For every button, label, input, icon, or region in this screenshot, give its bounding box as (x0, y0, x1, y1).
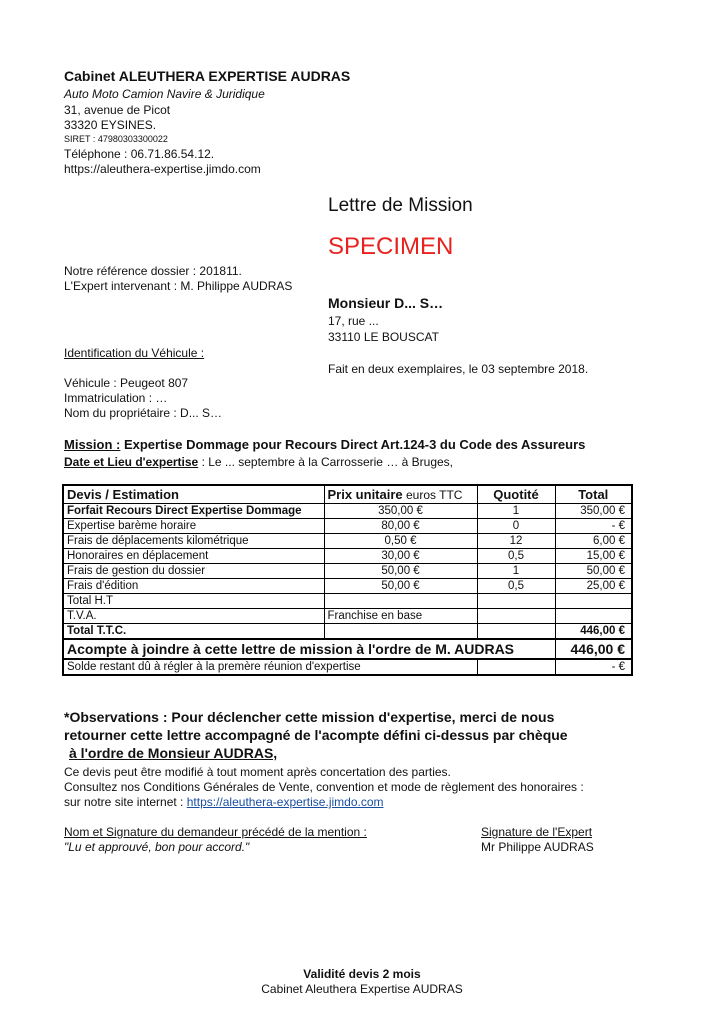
cabinet-siret: SIRET : 47980303300022 (64, 134, 168, 144)
total-ht-label: Total H.T (63, 594, 324, 609)
observations-line-3: à l'ordre de Monsieur AUDRAS, (69, 745, 278, 761)
row-price: 50,00 € (324, 579, 477, 594)
tva-note: Franchise en base (324, 609, 477, 624)
cabinet-address-street: 31, avenue de Picot (64, 103, 171, 117)
row-desc: Frais de déplacements kilométrique (63, 534, 324, 549)
expertise-date-label: Date et Lieu d'expertise (64, 455, 199, 469)
table-header-row (63, 485, 632, 504)
tva-row (63, 609, 632, 624)
row-qty: 0,5 (477, 549, 555, 564)
vehicle-owner: Nom du propriétaire : D... S… (64, 406, 223, 420)
row-qty: 12 (477, 534, 555, 549)
vehicle-heading: Identification du Véhicule : (64, 346, 205, 360)
row-price: 0,50 € (324, 534, 477, 549)
row-desc: Forfait Recours Direct Expertise Dommage (63, 504, 324, 519)
observations-line-6 (64, 795, 384, 809)
solde-row (63, 659, 632, 675)
table-row (63, 504, 632, 519)
row-price: 80,00 € (324, 519, 477, 534)
website-prefix: sur notre site internet : (64, 795, 187, 809)
row-total: - € (555, 519, 632, 534)
row-qty: 0,5 (477, 579, 555, 594)
recipient-name: Monsieur D... S… (328, 295, 444, 311)
table-row (63, 564, 632, 579)
expert-line: L'Expert intervenant : M. Philippe AUDRAS (64, 279, 293, 293)
total-ttc-value: 446,00 € (555, 624, 632, 640)
recipient-street: 17, rue ... (328, 314, 379, 328)
acompte-value: 446,00 € (555, 639, 632, 659)
expert-signature-title: Signature de l'Expert (481, 825, 593, 839)
observations-line-5: Consultez nos Conditions Générales de Vente, convention et mode de règlement des honoraires : (64, 780, 584, 794)
row-qty: 1 (477, 504, 555, 519)
header-desc: Devis / Estimation (63, 485, 324, 504)
table-row (63, 519, 632, 534)
row-total: 50,00 € (555, 564, 632, 579)
tva-label: T.V.A. (63, 609, 324, 624)
observations-line-4: Ce devis peut être modifié à tout moment après concertation des parties. (64, 765, 451, 779)
row-desc: Honoraires en déplacement (63, 549, 324, 564)
observations-line-2: retourner cette lettre accompagné de l'acompte défini ci-dessus par chèque (64, 727, 568, 743)
header-total: Total (555, 485, 632, 504)
table-row (63, 549, 632, 564)
row-total: 350,00 € (555, 504, 632, 519)
row-price: 50,00 € (324, 564, 477, 579)
expert-signature-name: Mr Philippe AUDRAS (481, 840, 594, 854)
row-price: 30,00 € (324, 549, 477, 564)
total-ht-row (63, 594, 632, 609)
row-total: 6,00 € (555, 534, 632, 549)
devis-table (62, 484, 633, 676)
reference-line: Notre référence dossier : 201811. (64, 264, 242, 278)
row-total: 15,00 € (555, 549, 632, 564)
specimen-label: SPECIMEN (328, 233, 454, 260)
mission-line (64, 437, 585, 452)
vehicle-plate: Immatriculation : … (64, 391, 168, 405)
total-ttc-label: Total T.T.C. (63, 624, 324, 640)
row-desc: Frais d'édition (63, 579, 324, 594)
row-qty: 0 (477, 519, 555, 534)
cabinet-subtitle: Auto Moto Camion Navire & Juridique (64, 87, 265, 101)
header-price (324, 485, 477, 504)
date-line: Fait en deux exemplaires, le 03 septembre 2018. (328, 362, 589, 376)
table-row (63, 579, 632, 594)
cabinet-website: https://aleuthera-expertise.jimdo.com (64, 162, 261, 176)
row-total: 25,00 € (555, 579, 632, 594)
row-desc: Expertise barème horaire (63, 519, 324, 534)
requester-signature-title: Nom et Signature du demandeur précédé de la mention : (64, 825, 367, 839)
expertise-date-text: : Le ... septembre à la Carrosserie … à Bruges, (198, 455, 454, 469)
requester-signature-note: "Lu et approuvé, bon pour accord." (64, 840, 250, 854)
row-desc: Frais de gestion du dossier (63, 564, 324, 579)
row-price: 350,00 € (324, 504, 477, 519)
solde-value: - € (555, 659, 632, 675)
header-qty: Quotité (477, 485, 555, 504)
total-ttc-row (63, 624, 632, 640)
mission-text: Expertise Dommage pour Recours Direct Art.124-3 du Code des Assureurs (120, 437, 586, 452)
header-price-suffix: euros TTC (402, 487, 463, 502)
cabinet-phone: Téléphone : 06.71.86.54.12. (64, 147, 215, 161)
cabinet-name: Cabinet ALEUTHERA EXPERTISE AUDRAS (64, 68, 351, 84)
recipient-city: 33110 LE BOUSCAT (328, 330, 439, 344)
table-row (63, 534, 632, 549)
document-title: Lettre de Mission (328, 195, 473, 216)
header-price-label: Prix unitaire (327, 486, 403, 502)
cabinet-address-city: 33320 EYSINES. (64, 118, 157, 132)
acompte-row (63, 639, 632, 659)
solde-label: Solde restant dû à régler à la premère réunion d'expertise (63, 659, 477, 675)
observations-line-1: *Observations : Pour déclencher cette mission d'expertise, merci de nous (64, 709, 555, 725)
footer-cabinet: Cabinet Aleuthera Expertise AUDRAS (261, 982, 463, 996)
vehicle-model: Véhicule : Peugeot 807 (64, 376, 189, 390)
acompte-label: Acompte à joindre à cette lettre de mission à l'ordre de M. AUDRAS (63, 639, 555, 659)
mission-label: Mission : (64, 437, 121, 452)
footer-validity: Validité devis 2 mois (303, 967, 421, 981)
row-qty: 1 (477, 564, 555, 579)
expertise-date-line (64, 455, 453, 469)
website-link[interactable]: https://aleuthera-expertise.jimdo.com (186, 795, 384, 809)
